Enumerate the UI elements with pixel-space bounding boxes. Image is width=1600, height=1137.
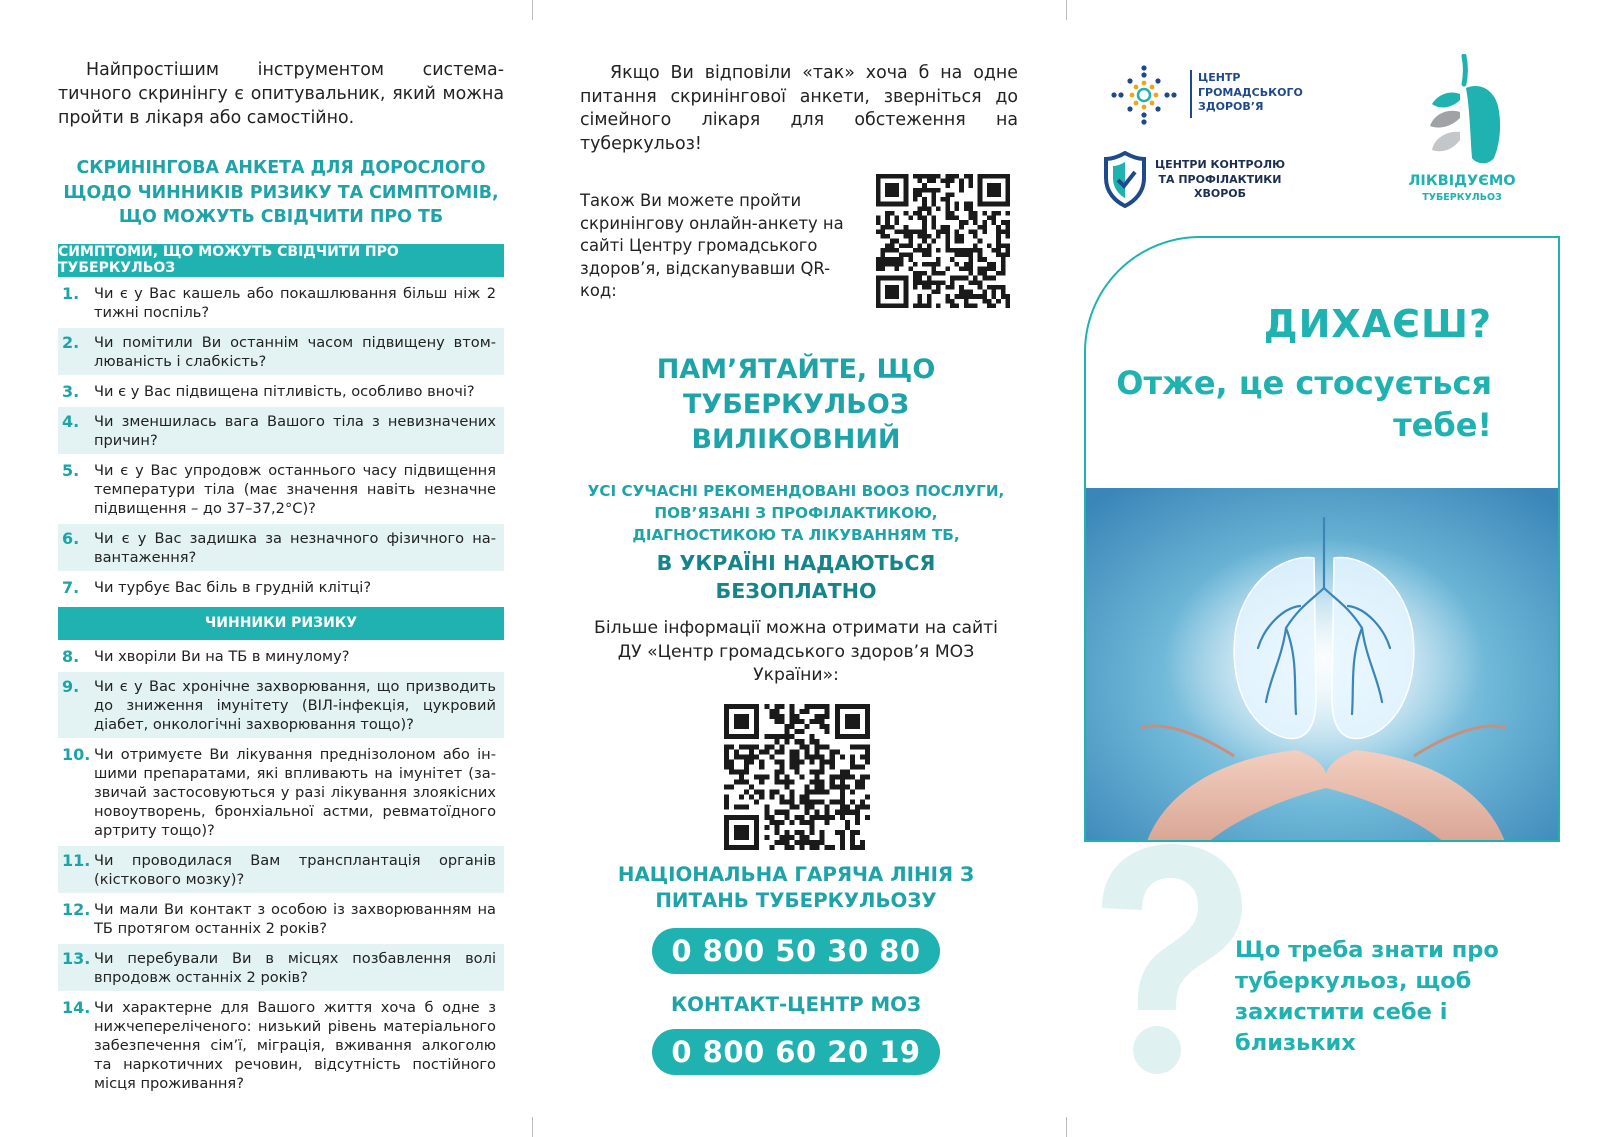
free-services-text: В УКРАЇНІ НАДАЮТЬСЯ БЕЗОПЛАТНО [656,551,936,603]
item-number: 13. [62,948,91,968]
item-number: 1. [62,283,80,303]
intro-paragraph: Найпростішим інструментом системaтичного скринінгу є опитувальник, який можна пройти в лікаря або самостійно. [58,60,504,128]
campaign-subtitle: ТУБЕРКУЛЬОЗ [1422,192,1502,203]
screening-column [58,58,504,1097]
item-text: Чи отримуєте Ви лікування преднізолоном або іншими препаратами, які впливають на імунітет (зазвичай застосовуються у разі лікування злоякісних новоутворень, бронхіальної астми, ревматоїдного артриту тощо)? [94,745,496,839]
lungs-leaf-logo-icon [1420,54,1510,170]
item-number: 8. [62,646,80,666]
item-number: 6. [62,528,80,548]
symptoms-list [58,279,504,601]
more-info-text: Більше інформації можна отримати на сайті ДУ «Центр громадського здоров’я МОЗ України»: [594,618,998,685]
answer-yes-paragraph: Якщо Ви відповіли «так» хоча б на одне питання скринінгової анкети, зверніться до сімейного лікаря для обстеження на туберкульоз! [580,63,1018,154]
list-item [58,279,504,326]
question-mark-icon [1076,838,1256,1078]
list-item [58,573,504,601]
qr-code-icon[interactable] [724,704,870,850]
item-number: 2. [62,332,80,352]
crop-mark [532,0,533,20]
item-text: Чи перебували Ви в місцях позбавлення волі впродовж останніх 2 років? [94,949,496,986]
contact-center-title: КОНТАКТ-ЦЕНТР МОЗ [670,993,922,1016]
list-item [58,993,504,1097]
public-health-center-logo-icon [1108,62,1180,128]
item-number: 12. [62,899,91,919]
item-number: 10. [62,744,91,764]
item-number: 3. [62,381,80,401]
item-text: Чи характерне для Вашого життя хоча б одне з нижчепереліченого: низький рівень матеріального забезпечення сім’ї, міграція, вживання алкоголю та наркотичних речовин, відсутність постійного місця проживання? [94,998,496,1092]
item-text: Чи є у Вас задишка за незначного фізичного навантаження? [94,529,496,566]
crop-mark [1066,0,1067,20]
item-number: 5. [62,460,80,480]
list-item [58,944,504,991]
item-text: Чи мали Ви контакт з особою із захворюванням на ТБ протягом останніх 2 років? [94,900,496,937]
item-number: 4. [62,411,80,431]
list-item [58,846,504,893]
hotline-phone[interactable]: 0 800 50 30 80 [652,928,940,974]
logo-divider [1190,70,1192,118]
questionnaire-title: СКРИНІНГОВА АНКЕТА ДЛЯ ДОРОСЛОГО ЩОДО ЧИННИКІВ РИЗИКУ ТА СИМПТОМІВ, ЩО МОЖУТЬ СВІДЧИТИ ПРО ТБ [63,158,499,227]
list-item [58,740,504,844]
contact-center-phone[interactable]: 0 800 60 20 19 [652,1029,940,1075]
list-item [58,895,504,942]
remember-headline: ПАМ’ЯТАЙТЕ, ЩО ТУБЕРКУЛЬОЗ ВИЛІКОВНИЙ [656,354,936,455]
public-health-center-name: ЦЕНТР ГРОМАДСЬКОГО ЗДОРОВ’Я [1198,71,1303,113]
lungs-in-hands-illustration [1086,488,1560,842]
cover-card [1084,236,1560,842]
item-number: 7. [62,577,80,597]
item-text: Чи є у Вас хронічне захворювання, що призводить до зниження імунітету (ВІЛ-інфекція, цукровий діабет, онкологічні захворювання тощо)? [94,677,496,733]
list-item [58,377,504,405]
cover-column [1100,0,1600,1137]
item-text: Чи є у Вас упродовж останнього часу підвищення температури тіла (має значення навіть незначне підвищення – до 37–37,2°С)? [94,461,496,517]
info-column [580,62,1018,1069]
crop-mark [532,1117,533,1137]
list-item [58,407,504,454]
disease-control-center-name: ЦЕНТРИ КОНТРОЛЮ ТА ПРОФІЛАКТИКИ ХВОРОБ [1154,158,1286,200]
risk-factors-header: ЧИННИКИ РИЗИКУ [58,607,504,640]
list-item [58,328,504,375]
qr-code-icon[interactable] [876,174,1010,308]
crop-mark [1066,1117,1067,1137]
hotline-title: НАЦІОНАЛЬНА ГАРЯЧА ЛІНІЯ З ПИТАНЬ ТУБЕРКУЛЬОЗУ [617,863,975,912]
disease-control-shield-icon [1102,150,1148,208]
item-text: Чи проводилася Вам трансплантація органів (кісткового мозку)? [94,851,496,888]
list-item [58,524,504,571]
item-text: Чи зменшилась вага Вашого тіла з невизначених причин? [94,412,496,449]
symptoms-header: СИМПТОМИ, ЩО МОЖУТЬ СВІДЧИТИ ПРО ТУБЕРКУЛЬОЗ [58,244,504,277]
item-number: 11. [62,850,91,870]
risk-factors-list [58,642,504,1097]
item-text: Чи турбує Вас біль в грудній клітці? [94,578,372,596]
item-text: Чи помітили Ви останнім часом підвищену втомлюваність і слабкість? [94,333,496,370]
item-number: 14. [62,997,91,1017]
cover-headline: ДИХАЄШ? [1263,302,1492,346]
item-text: Чи є у Вас кашель або покашлювання більш ніж 2 тижні поспіль? [94,284,496,321]
cover-bottom-text: Що треба знати про туберкульоз, щоб захистити себе і близьких [1235,937,1499,1056]
campaign-name: ЛІКВІДУЄМО [1408,173,1516,189]
list-item [58,642,504,670]
list-item [58,672,504,738]
who-services-text: УСІ СУЧАСНІ РЕКОМЕНДОВАНІ ВООЗ ПОСЛУГИ, ПОВ’ЯЗАНІ З ПРОФІЛАКТИКОЮ, ДІАГНОСТИКОЮ ТА ЛІКУВАННЯМ ТБ, [587,482,1005,544]
cover-subheadline: Отже, це стосується тебе! [1116,364,1492,444]
online-screening-text: Також Ви можете пройти скринінгову онлайн-анкету на сайті Центру громадського здоров’я, відскanувавши QR-код: [580,191,844,300]
item-text: Чи є у Вас підвищена пітливість, особливо вночі? [94,382,475,400]
item-text: Чи хворіли Ви на ТБ в минулому? [94,647,350,665]
item-number: 9. [62,676,80,696]
list-item [58,456,504,522]
